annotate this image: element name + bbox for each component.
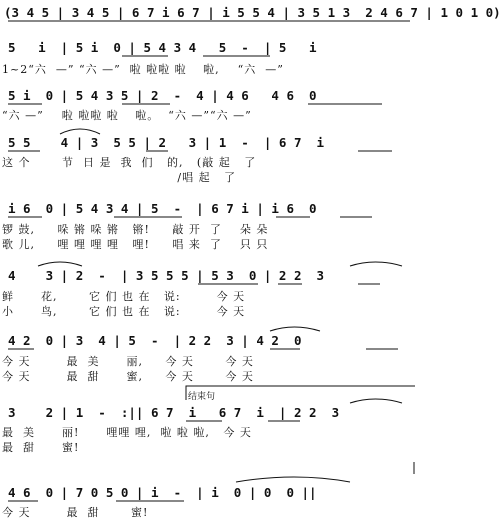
system-1-notes: 5 i | 5 i 0 | 5 4 3 4 5 - | 5 i bbox=[8, 40, 317, 55]
system-5-notes: 4 3 | 2 - | 3 5 5 5 | 5 3 0 | 2 2 3 bbox=[8, 268, 325, 283]
slur bbox=[270, 327, 320, 331]
system-3-lyrics-1: 这 个 节 日 是 我 们 的, (敲 起 了 bbox=[2, 156, 257, 169]
intro-line: (3 4 5 | 3 4 5 | 6 7 i 6 7 | i 5 5 4 | 3 5 1 3 2 4 6 7 | 1 0 1 0) bbox=[4, 5, 501, 20]
system-6-lyrics-1: 今 天 最 美 丽, 今 天 今 天 bbox=[2, 355, 254, 368]
system-5-lyrics-1: 鲜 花, 它 们 也 在 说: 今 天 bbox=[2, 290, 246, 303]
slur bbox=[350, 262, 402, 266]
system-2-notes: 5 i 0 | 5 4 3 5 | 2 - 4 | 4 6 4 6 0 bbox=[8, 88, 317, 103]
system-6-notes: 4 2 0 | 3 4 | 5 - | 2 2 3 | 4 2 0 bbox=[8, 333, 302, 348]
system-4-lyrics-2: 歌 儿, 哩 哩 哩 哩 哩! 唱 来 了 只 只 bbox=[2, 238, 269, 251]
slur bbox=[236, 477, 350, 482]
slur bbox=[60, 129, 100, 134]
system-5-lyrics-2: 小 鸟, 它 们 也 在 说: 今 天 bbox=[2, 305, 246, 318]
system-3-notes: 5 5 4 | 3 5 5 | 2 3 | 1 - | 6 7 i bbox=[8, 135, 325, 150]
slur bbox=[350, 399, 402, 403]
system-7-notes: 3 2 | 1 - :|| 6 7 i 6 7 i | 2 2 3 bbox=[8, 405, 340, 420]
ending-bracket bbox=[186, 386, 415, 400]
system-7-lyrics-2: 最 甜 蜜! bbox=[2, 441, 80, 454]
system-1-lyrics-1: 1~2“六 —” “六 —” 啦 啦啦 啦 啦, “六 —” bbox=[2, 63, 284, 76]
system-4-notes: i 6 0 | 5 4 3 4 | 5 - | 6 7 i | i 6 0 bbox=[8, 201, 317, 216]
system-8-notes: 4 6 0 | 7 0 5 0 | i - | i 0 | 0 0 || bbox=[8, 485, 317, 500]
system-8-lyrics-1: 今 天 最 甜 蜜! bbox=[2, 506, 149, 519]
system-6-lyrics-2: 今 天 最 甜 蜜, 今 天 今 天 bbox=[2, 370, 254, 383]
system-3-lyrics-2: /唱 起 了 bbox=[2, 171, 237, 184]
ending-label: 结束句 bbox=[188, 392, 216, 402]
system-2-lyrics-1: “六 —” 啦 啦啦 啦 啦。 “六 —”“六 —” bbox=[2, 109, 252, 122]
system-4-lyrics-1: 锣 鼓, 哚 锵 哚 锵 锵! 敲 开 了 朵 朵 bbox=[2, 223, 269, 236]
system-7-lyrics-1: 最 美 丽! 哩哩 哩, 啦 啦 啦, 今 天 bbox=[2, 426, 252, 439]
slur bbox=[38, 262, 82, 266]
